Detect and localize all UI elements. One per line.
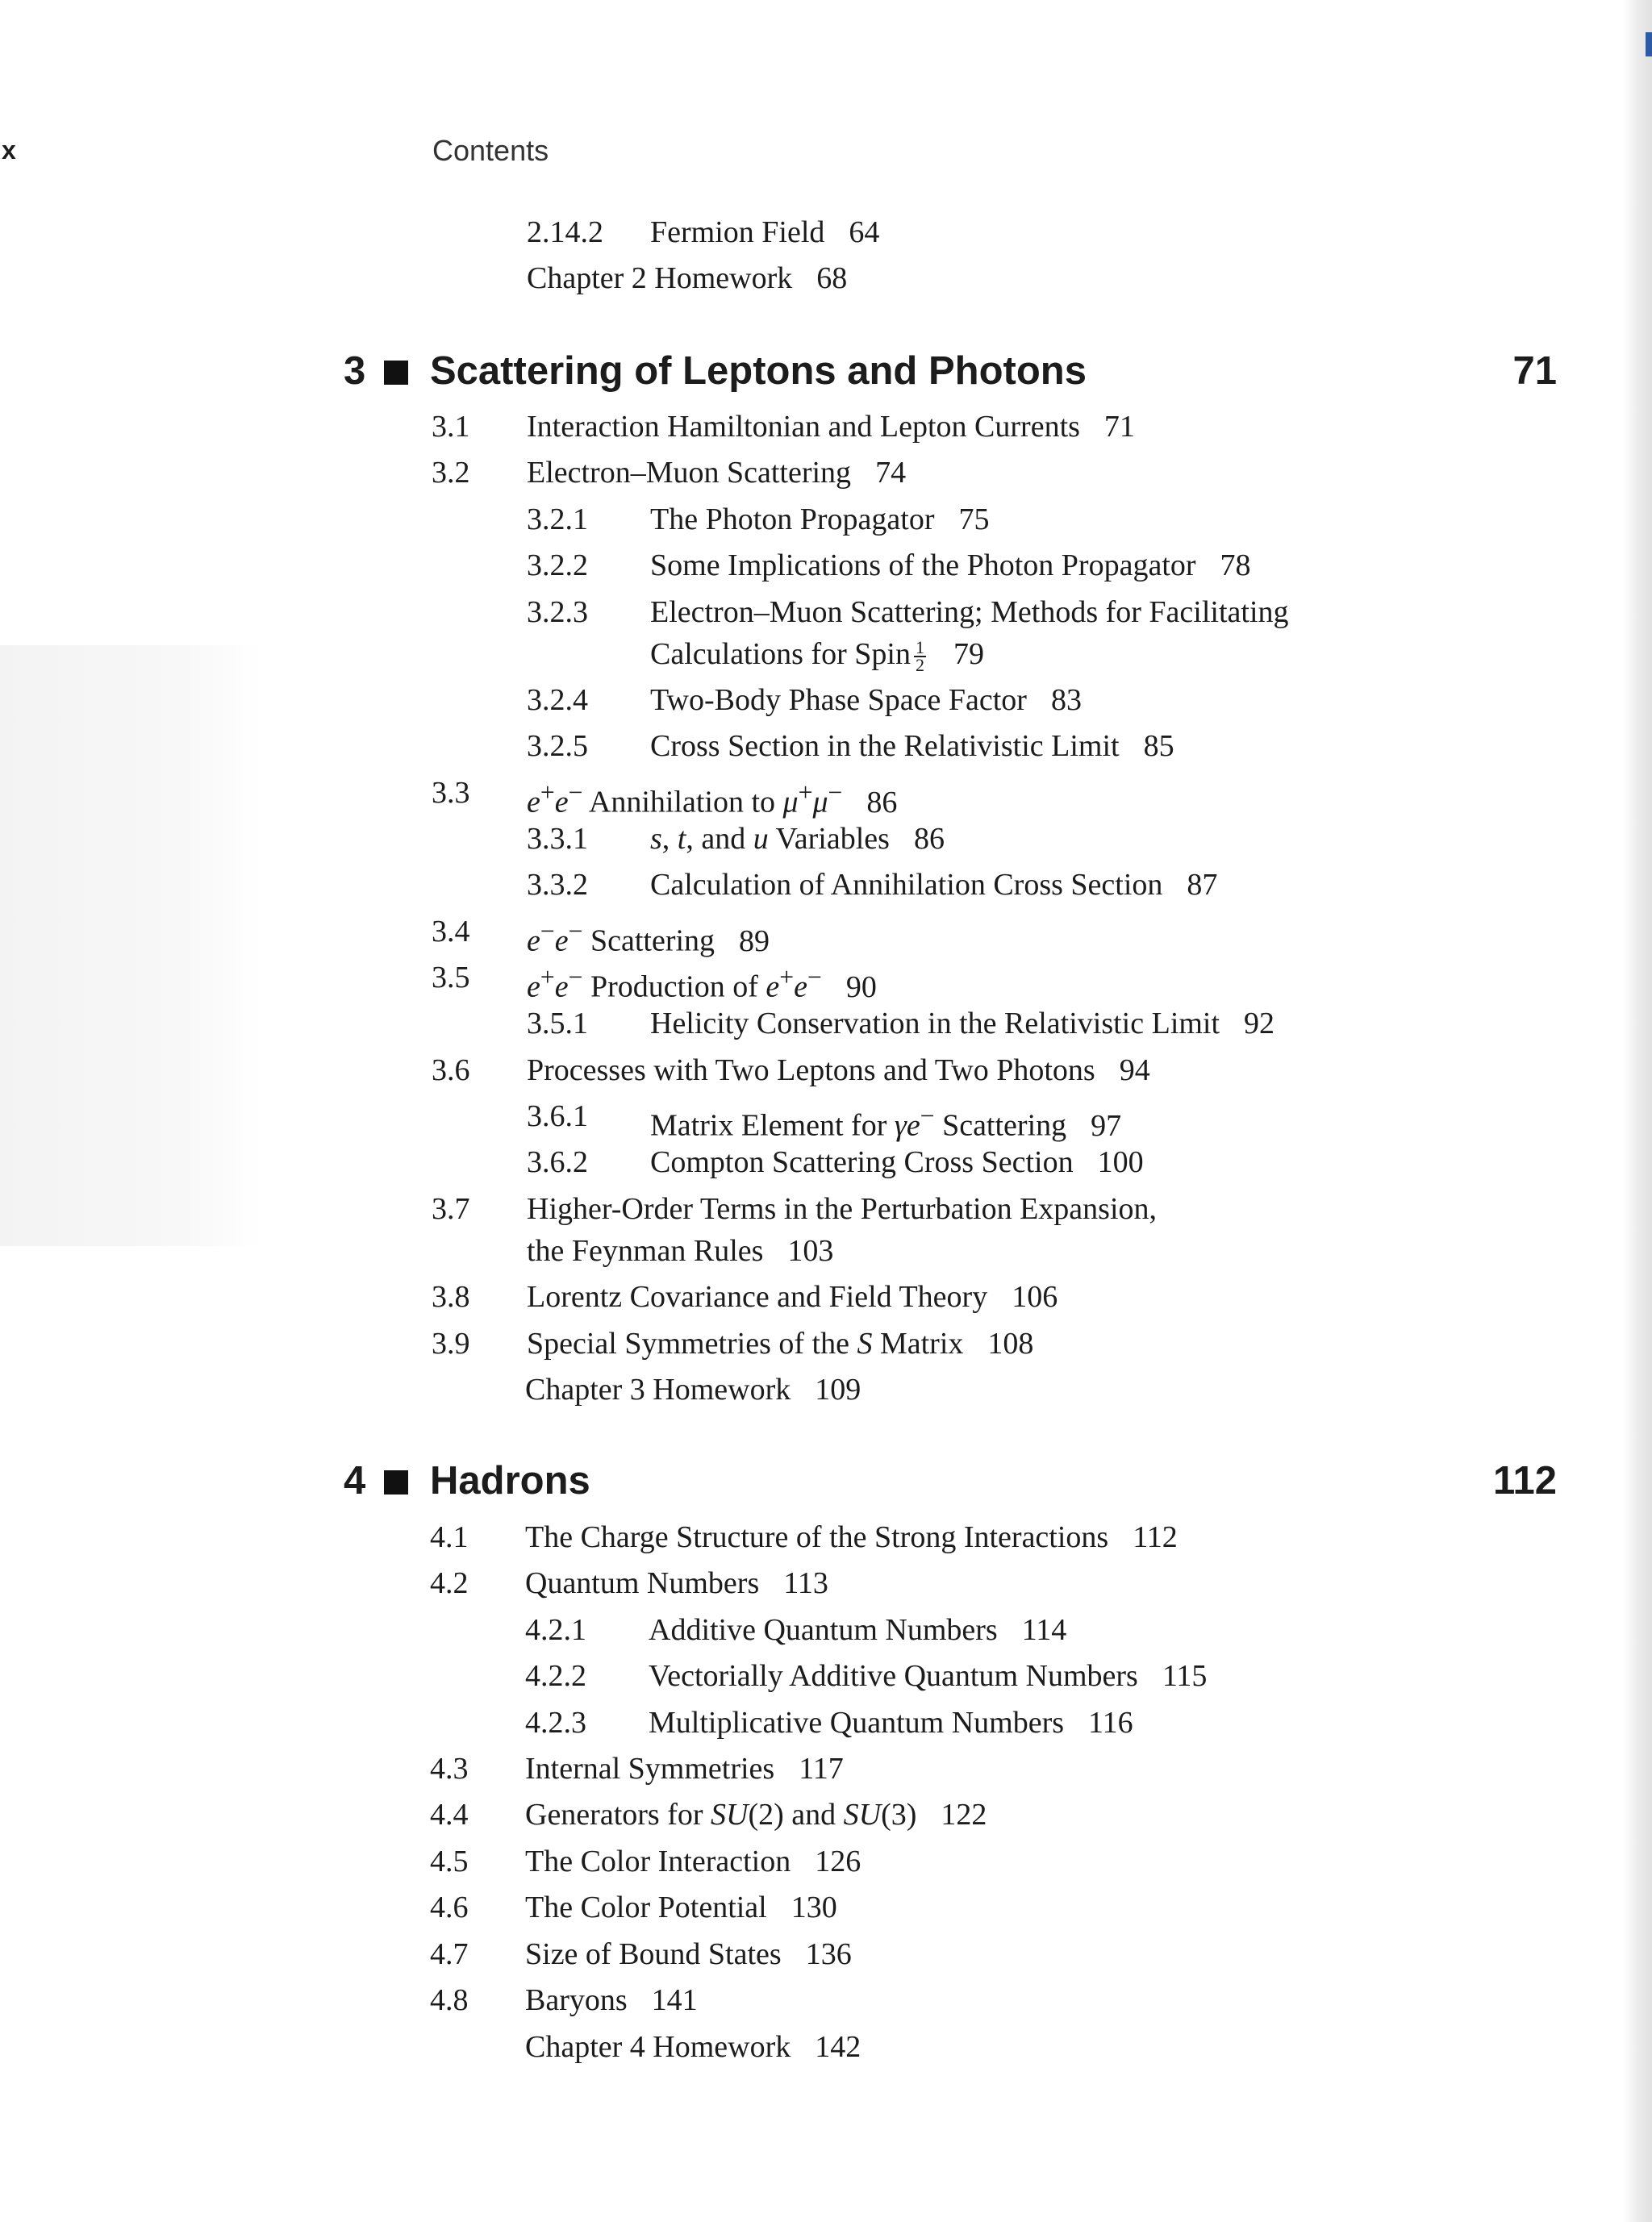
square-bullet-icon — [384, 361, 408, 385]
entry-page: 122 — [941, 1798, 987, 1832]
title-text: Variables — [768, 822, 890, 856]
title-text: Matrix — [872, 1327, 964, 1361]
entry-number: 3.5 — [432, 961, 470, 994]
entry-title-line-1: Higher-Order Terms in the Perturbation Expansion, — [527, 1192, 1158, 1226]
title-text: Matrix Element for — [650, 1108, 895, 1143]
math-e: e — [527, 785, 540, 819]
entry-page: 94 — [1119, 1053, 1150, 1087]
running-head: Contents — [432, 134, 549, 167]
entry-number: 3.9 — [432, 1327, 470, 1361]
math-mu: μ — [782, 785, 799, 819]
entry-title: Electron–Muon Scattering — [527, 456, 852, 490]
entry-number: 3.8 — [432, 1280, 470, 1314]
entry-page: 126 — [815, 1845, 861, 1878]
entry-title: Interaction Hamiltonian and Lepton Currents — [527, 410, 1080, 444]
entry-page: 64 — [849, 215, 880, 249]
entry-title — [527, 772, 897, 823]
superscript: − — [540, 917, 555, 945]
math-e: e — [527, 923, 540, 958]
superscript: − — [568, 778, 583, 807]
entry-number: 3.2.5 — [527, 729, 588, 763]
entry-page: 115 — [1162, 1659, 1208, 1693]
fraction-denominator: 2 — [915, 655, 924, 676]
entry-page: 90 — [845, 969, 877, 1004]
chapter-title: Hadrons — [430, 1459, 590, 1503]
entry-number: 4.4 — [430, 1798, 469, 1832]
entry-title: Chapter 2 Homework — [527, 261, 793, 295]
scan-shadow — [0, 645, 262, 1246]
title-text: Production of — [582, 969, 766, 1004]
square-bullet-icon — [384, 1470, 408, 1495]
entry-title — [527, 957, 877, 1008]
entry-title: The Charge Structure of the Strong Interactions — [525, 1520, 1109, 1554]
entry-title-line-1: Electron–Muon Scattering; Methods for Facilitating — [650, 595, 1289, 629]
entry-number: 4.6 — [430, 1891, 469, 1924]
entry-title: Internal Symmetries — [525, 1752, 775, 1786]
entry-title — [650, 818, 945, 860]
chapter-heading-4[interactable] — [0, 1458, 1557, 1507]
entry-title-line-2: Calculations for Spin — [650, 637, 911, 671]
title-text: (3) — [881, 1798, 917, 1832]
entry-page: 142 — [815, 2030, 861, 2064]
entry-title: Some Implications of the Photon Propagator — [650, 548, 1196, 582]
entry-page: 136 — [805, 1937, 852, 1971]
entry-number: 3.3 — [432, 776, 470, 810]
entry-title — [650, 1095, 1121, 1147]
entry-page: 79 — [953, 637, 984, 671]
entry-title: Vectorially Additive Quantum Numbers — [649, 1659, 1138, 1693]
entry-number: 3.3.2 — [527, 868, 588, 902]
math-mu: μ — [812, 785, 828, 819]
entry-number: 3.3.1 — [527, 822, 588, 856]
chapter-page: 112 — [1492, 1459, 1557, 1503]
entry-page: 86 — [866, 785, 898, 819]
entry-title: The Photon Propagator — [650, 502, 935, 536]
entry-title: Calculation of Annihilation Cross Section — [650, 868, 1163, 902]
superscript: + — [540, 778, 555, 807]
chapter-number: 4 — [344, 1459, 366, 1503]
entry-title: Additive Quantum Numbers — [649, 1613, 998, 1647]
entry-page: 78 — [1220, 548, 1251, 582]
entry-number: 3.6 — [432, 1053, 470, 1087]
superscript: − — [568, 917, 583, 945]
entry-title: Lorentz Covariance and Field Theory — [527, 1280, 988, 1314]
entry-title — [527, 1323, 1033, 1365]
superscript: + — [798, 778, 813, 807]
title-text: , and — [686, 822, 753, 856]
title-text: , — [661, 822, 678, 856]
math-SU: SU — [711, 1798, 749, 1832]
entry-page: 109 — [815, 1373, 861, 1407]
edge-marker — [1646, 32, 1652, 56]
entry-number: 4.2 — [430, 1566, 469, 1600]
entry-page: 85 — [1143, 729, 1174, 763]
entry-number: 4.1 — [430, 1520, 469, 1554]
entry-title: Cross Section in the Relativistic Limit — [650, 729, 1120, 763]
entry-title: Size of Bound States — [525, 1937, 782, 1971]
math-e: e — [554, 923, 569, 958]
math-e: e — [766, 969, 780, 1004]
entry-number: 3.2 — [432, 456, 470, 490]
entry-number: 4.8 — [430, 1983, 469, 2017]
math-e: e — [527, 969, 540, 1004]
entry-page: 97 — [1091, 1108, 1122, 1143]
title-text: Annihilation to — [582, 785, 783, 819]
entry-page: 87 — [1187, 868, 1218, 902]
chapter-number: 3 — [344, 349, 366, 393]
entry-title: Multiplicative Quantum Numbers — [649, 1706, 1065, 1740]
chapter-heading-3[interactable] — [0, 348, 1557, 397]
superscript: − — [807, 963, 822, 991]
entry-title: Baryons — [525, 1983, 628, 2017]
math-s: s — [650, 822, 662, 856]
entry-title: Quantum Numbers — [525, 1566, 760, 1600]
math-e: e — [554, 785, 569, 819]
math-t: t — [677, 822, 686, 856]
entry-number: 3.5.1 — [527, 1007, 588, 1040]
entry-number: 3.2.3 — [527, 595, 588, 629]
page-edge — [1623, 0, 1652, 2222]
entry-title-line-2: the Feynman Rules — [527, 1234, 764, 1268]
entry-number: 3.6.2 — [527, 1145, 588, 1179]
superscript: + — [779, 963, 795, 991]
entry-number: 4.2.1 — [525, 1613, 586, 1647]
entry-page: 68 — [816, 261, 848, 295]
title-text: Scattering — [934, 1108, 1067, 1143]
entry-page: 106 — [1012, 1280, 1058, 1314]
entry-page: 92 — [1244, 1007, 1275, 1040]
title-text: Scattering — [582, 923, 715, 958]
entry-page: 103 — [787, 1234, 834, 1268]
page-folio: x — [2, 135, 16, 165]
superscript: − — [920, 1102, 935, 1130]
entry-number: 3.7 — [432, 1192, 470, 1226]
superscript: − — [828, 778, 843, 807]
entry-page: 75 — [958, 502, 990, 536]
entry-number: 4.2.2 — [525, 1659, 586, 1693]
superscript: + — [540, 963, 555, 991]
fraction-one-half — [914, 637, 926, 676]
title-text: (2) and — [748, 1798, 844, 1832]
entry-page: 141 — [651, 1983, 698, 2017]
entry-title: The Color Potential — [525, 1891, 767, 1924]
title-text: Generators for — [525, 1798, 711, 1832]
entry-title: The Color Interaction — [525, 1845, 791, 1878]
entry-page: 86 — [913, 822, 945, 856]
entry-page: 108 — [987, 1327, 1034, 1361]
entry-title: Compton Scattering Cross Section — [650, 1145, 1074, 1179]
entry-number: 3.1 — [432, 410, 470, 444]
math-S: S — [857, 1327, 873, 1361]
entry-page: 117 — [799, 1752, 844, 1786]
entry-page: 83 — [1050, 683, 1082, 717]
math-e: e — [554, 969, 569, 1004]
entry-title: Chapter 3 Homework — [525, 1373, 791, 1407]
fraction-numerator: 1 — [915, 637, 924, 658]
entry-page: 100 — [1097, 1145, 1144, 1179]
chapter-page: 71 — [1512, 349, 1557, 393]
math-gamma-e: γe — [894, 1108, 920, 1143]
entry-title: Chapter 4 Homework — [525, 2030, 791, 2064]
entry-page: 71 — [1103, 410, 1135, 444]
entry-number: 3.2.4 — [527, 683, 588, 717]
chapter-title: Scattering of Leptons and Photons — [430, 349, 1087, 393]
entry-number: 3.2.1 — [527, 502, 588, 536]
entry-number: 4.7 — [430, 1937, 469, 1971]
entry-title: Helicity Conservation in the Relativistic Limit — [650, 1007, 1220, 1040]
entry-page: 113 — [783, 1566, 828, 1600]
entry-title: Fermion Field — [650, 215, 825, 249]
entry-page: 114 — [1021, 1613, 1067, 1647]
entry-page: 89 — [739, 923, 770, 958]
entry-number: 4.5 — [430, 1845, 469, 1878]
entry-page: 116 — [1088, 1706, 1133, 1740]
entry-page: 74 — [875, 456, 907, 490]
entry-number: 3.4 — [432, 915, 470, 948]
superscript: − — [568, 963, 583, 991]
entry-title: Processes with Two Leptons and Two Photons — [527, 1053, 1095, 1087]
math-u: u — [753, 822, 769, 856]
math-SU: SU — [843, 1798, 882, 1832]
entry-number: 3.6.1 — [527, 1099, 588, 1133]
math-e: e — [794, 969, 808, 1004]
title-text: Special Symmetries of the — [527, 1327, 857, 1361]
entry-title — [525, 1794, 987, 1836]
entry-number: 4.3 — [430, 1752, 469, 1786]
entry-number: 3.2.2 — [527, 548, 588, 582]
entry-title: Two-Body Phase Space Factor — [650, 683, 1027, 717]
entry-page: 112 — [1133, 1520, 1178, 1554]
entry-title — [527, 911, 770, 962]
entry-number: 2.14.2 — [527, 215, 603, 249]
entry-number: 4.2.3 — [525, 1706, 586, 1740]
entry-page: 130 — [791, 1891, 837, 1924]
